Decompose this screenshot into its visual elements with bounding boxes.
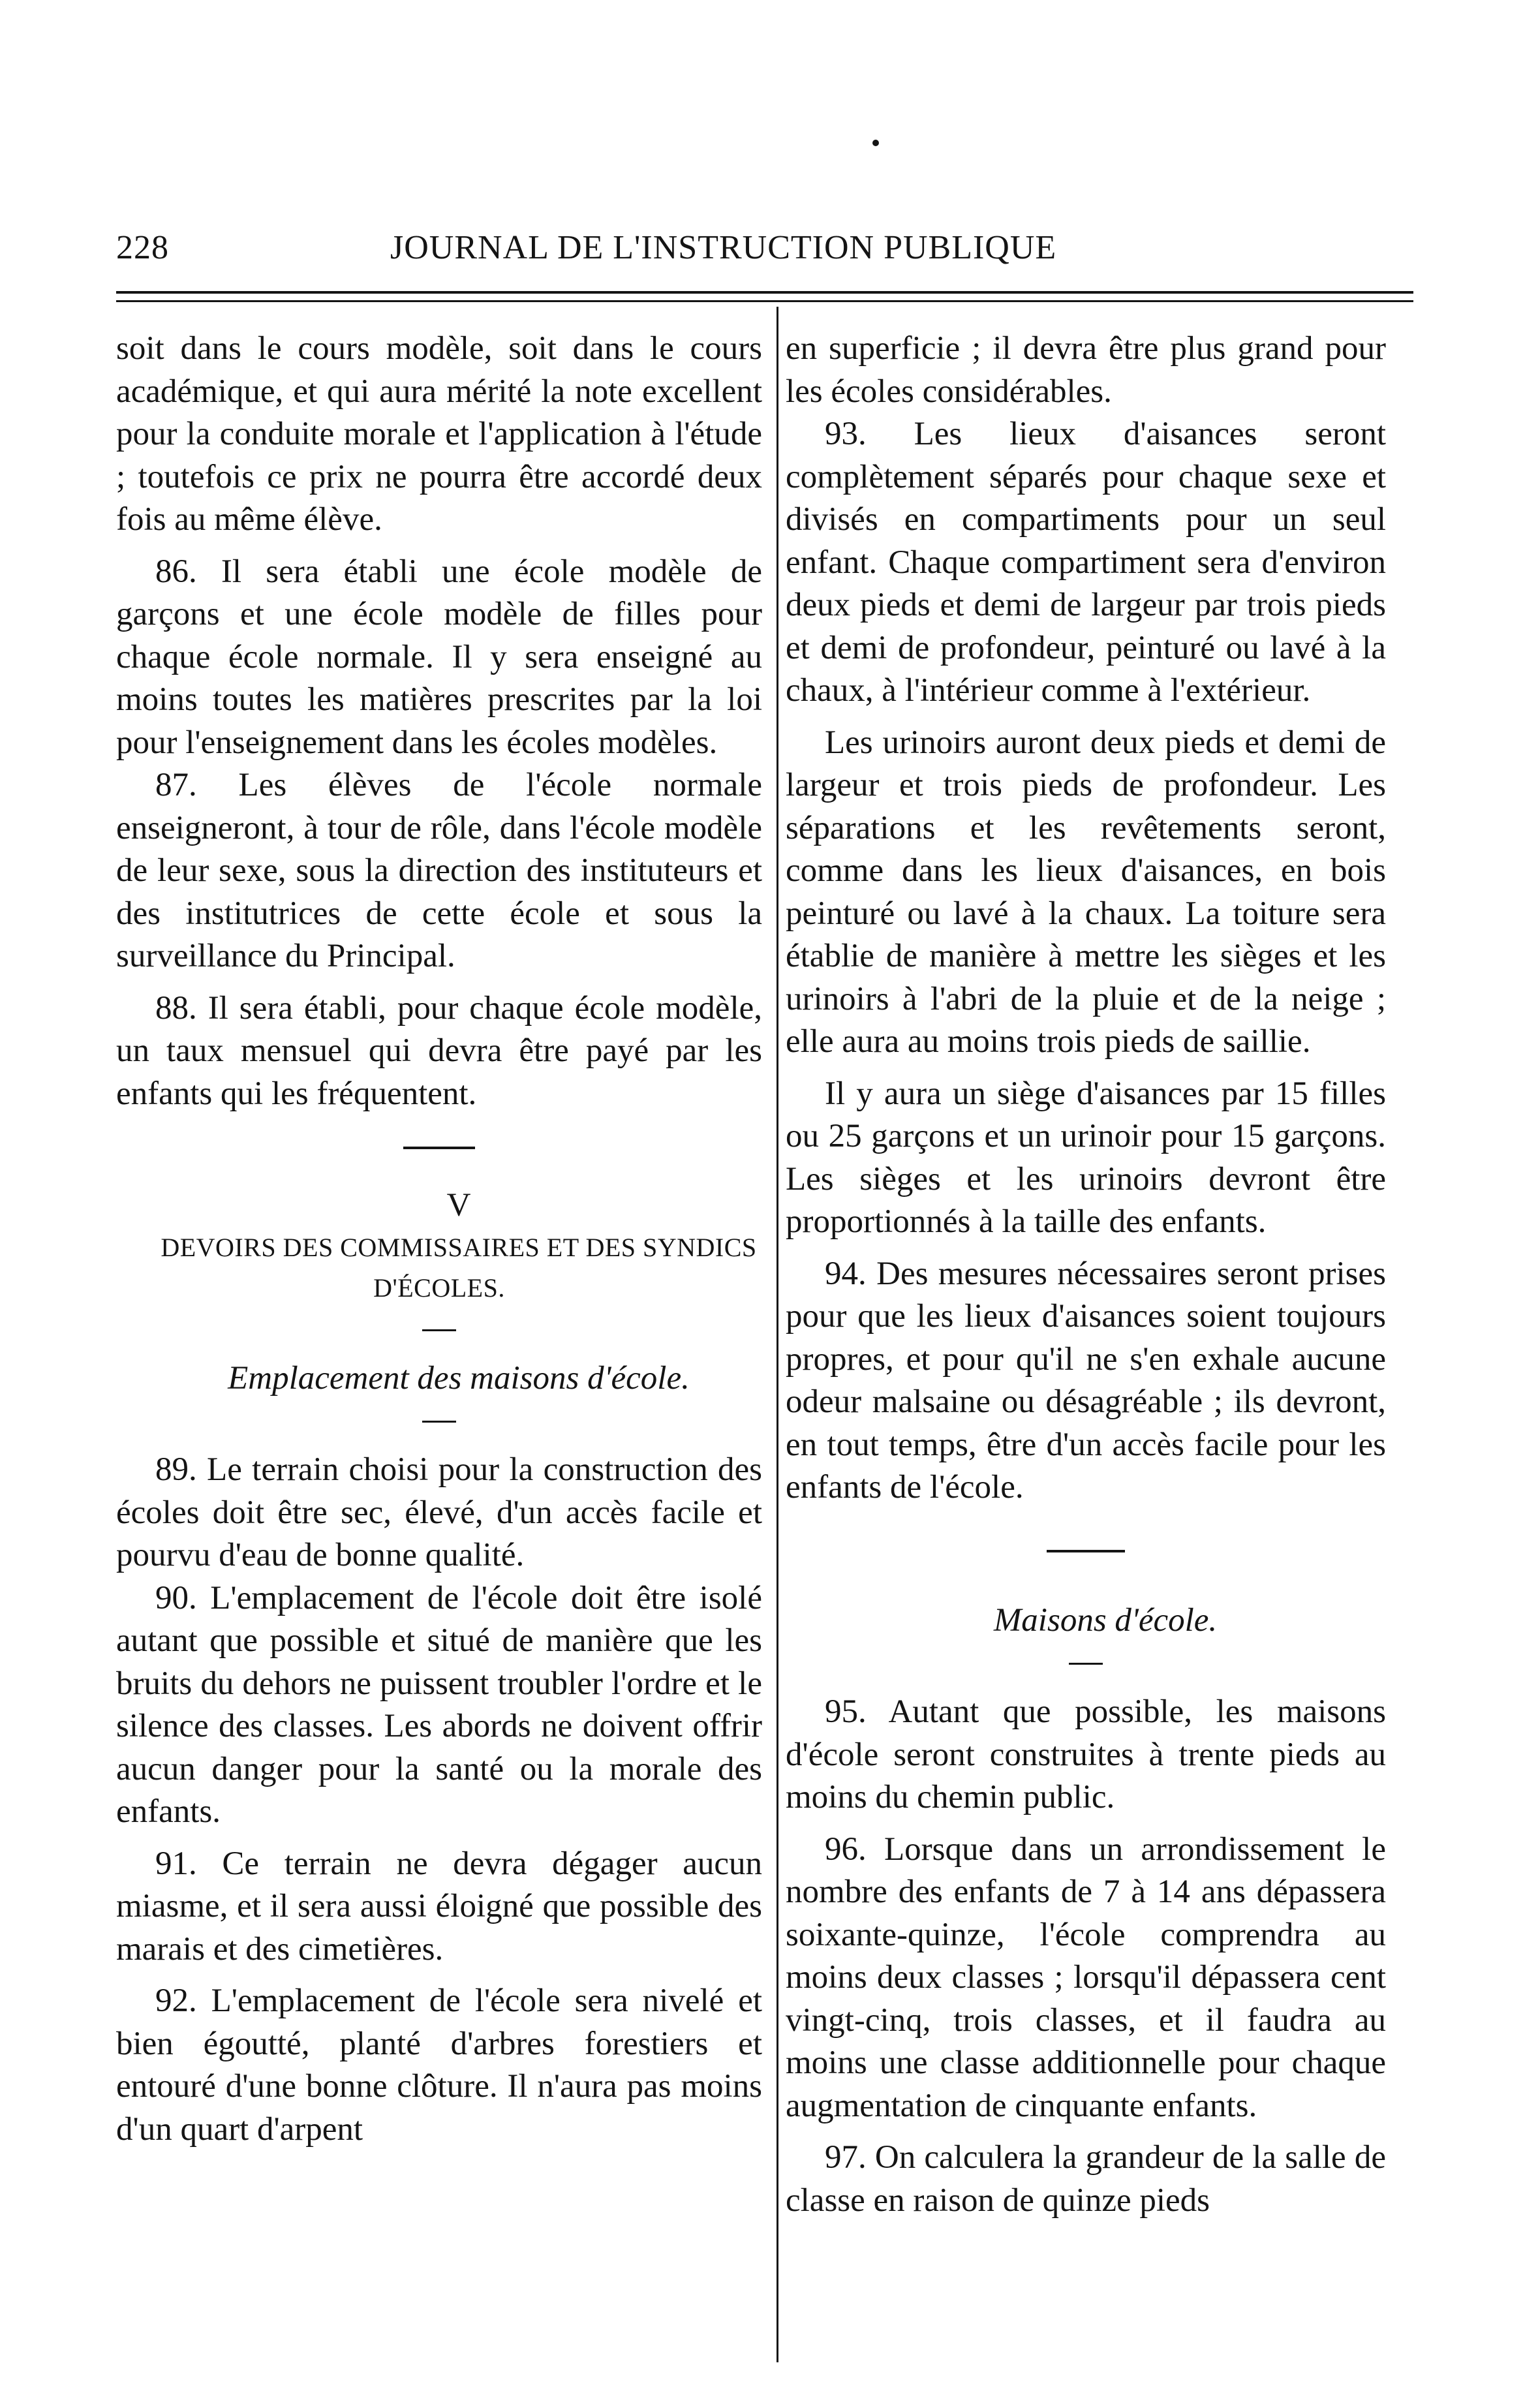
article-87: 87. Les élèves de l'école normale enseigneront, à tour de rôle, dans l'école modèle de leur sexe, sous la direction des instituteurs et des institutrices de cette école et sous la surveillance du Principal.	[116, 767, 762, 974]
column-divider	[777, 307, 778, 2362]
page-header	[116, 215, 1413, 268]
article-96: 96. Lorsque dans un arrondissement le nombre des enfants de 7 à 14 ans dépassera soixante-quinze, l'école comprendra au moins deux classes ; lorsqu'il dépassera cent vingt-cinq, trois classes, et il faudra au moins une classe additionnelle pour chaque augmentation de cinquante enfants.	[786, 1830, 1386, 2124]
header-rule-top	[116, 291, 1413, 294]
page-number: 228	[116, 229, 169, 266]
article-89: 89. Le terrain choisi pour la construction des écoles doit être sec, élevé, d'un accès facile et pourvu d'eau de bonne qualité.	[116, 1451, 762, 1573]
right-column	[786, 328, 1386, 2222]
paragraph-continuation: soit dans le cours modèle, soit dans le cours académique, et qui aura mérité la note excellent pour la conduite morale et l'application à l'étude ; toutefois ce prix ne pourra être accordé deux fois au même élève.	[116, 330, 762, 538]
article-90: 90. L'emplacement de l'école doit être isolé autant que possible et situé de manière que les bruits du dehors ne puissent troubler l'ordre et le silence des classes. Les abords ne doivent offrir aucun danger pour la santé ou la morale des enfants.	[116, 1579, 762, 1830]
left-column	[116, 328, 762, 2151]
subheading-maisons: Maisons d'école.	[993, 1601, 1218, 1639]
subheading-emplacement: Emplacement des maisons d'école.	[228, 1359, 690, 1397]
section-separator	[403, 1147, 475, 1149]
article-97: 97. On calculera la grandeur de la salle de classe en raison de quinze pieds	[786, 2139, 1386, 2219]
article-92: 92. L'emplacement de l'école sera nivelé et bien égoutté, planté d'arbres forestiers et entouré d'une bonne clôture. Il n'aura pas moins d'un quart d'arpent	[116, 1983, 762, 2148]
paragraph-sieges: Il y aura un siège d'aisances par 15 filles ou 25 garçons et un urinoir pour 15 garçons. Les sièges et les urinoirs devront être proportionnés à la taille des enfants.	[786, 1075, 1386, 1240]
paragraph-urinoirs: Les urinoirs auront deux pieds et demi de largeur et trois pieds de profondeur. Les séparations et les revêtements seront, comme dans les lieux d'aisances, en bois peinturé ou lavé à la chaux. La toiture sera établie de manière à mettre les sièges et les urinoirs à l'abri de la pluie et de la neige ; elle aura au moins trois pieds de saillie.	[786, 724, 1386, 1060]
article-86: 86. Il sera établi une école modèle de garçons et une école modèle de filles pour chaque école normale. Il y sera enseigné au moins toutes les matières prescrites par la loi pour l'enseignement dans les écoles modèles.	[116, 553, 762, 761]
short-separator	[422, 1421, 456, 1423]
article-95: 95. Autant que possible, les maisons d'école seront construites à trente pieds au moins du chemin public.	[786, 1693, 1386, 1815]
header-rule-bottom	[116, 300, 1413, 302]
section-heading: DEVOIRS DES COMMISSAIRES ET DES SYNDICS D'ÉCOLES.	[161, 1232, 757, 1303]
paragraph-continuation: en superficie ; il devra être plus grand pour les écoles considérables.	[786, 330, 1386, 410]
section-separator	[1047, 1550, 1125, 1552]
article-88: 88. Il sera établi, pour chaque école modèle, un taux mensuel qui devra être payé par les enfants qui les fréquentent.	[116, 989, 762, 1112]
stray-dot	[872, 140, 879, 146]
short-separator	[422, 1329, 456, 1331]
section-numeral: V	[446, 1187, 471, 1224]
article-94: 94. Des mesures nécessaires seront prises pour que les lieux d'aisances soient toujours propres, et pour qu'il ne s'en exhale aucune odeur malsaine ou désagréable ; ils devront, en tout temps, être d'un accès facile pour les enfants de l'école.	[786, 1255, 1386, 1505]
short-separator	[1069, 1663, 1103, 1665]
article-93: 93. Les lieux d'aisances seront complètement séparés pour chaque sexe et divisés en compartiments pour un seul enfant. Chaque compartiment sera d'environ deux pieds et demi de largeur par trois pieds et demi de profondeur, peinturé ou lavé à la chaux, à l'intérieur comme à l'extérieur.	[786, 416, 1386, 709]
running-title: JOURNAL DE L'INSTRUCTION PUBLIQUE	[390, 229, 1057, 266]
article-91: 91. Ce terrain ne devra dégager aucun miasme, et il sera aussi éloigné que possible des marais et des cimetières.	[116, 1845, 762, 1968]
